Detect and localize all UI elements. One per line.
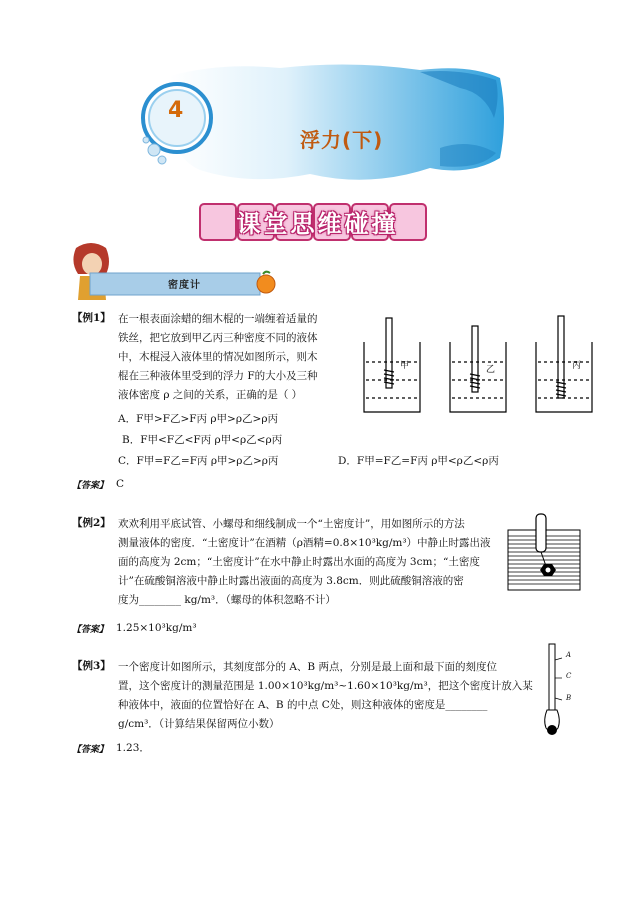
example1-line: 棍在三种液体里受到的浮力 F的大小及三种 xyxy=(118,370,318,382)
example1-question xyxy=(118,310,318,405)
example2-line: 计”在硫酸铜溶液中静止时露出液面的高度为 3.8cm．则此硫酸铜溶液的密 xyxy=(118,575,464,587)
example3-tag: 【例3】 xyxy=(72,660,111,672)
example2-line: 度为________ kg/m³．（螺母的体积忽略不计） xyxy=(118,594,336,606)
beaker-label-yi: 乙 xyxy=(486,365,496,375)
beaker-label-bing: 丙 xyxy=(572,361,582,371)
example2-tag: 【例2】 xyxy=(72,517,111,529)
example1-answer: C xyxy=(116,478,125,490)
example2-line: 欢欢利用平底试管、小螺母和细线制成一个“土密度计”，用如图所示的方法 xyxy=(118,518,465,530)
example1-tag: 【例1】 xyxy=(72,312,111,324)
example1-option-c: C．F甲=F乙=F丙 ρ甲>ρ乙>ρ丙 xyxy=(118,455,279,467)
example2-test-tube-figure xyxy=(506,512,582,592)
example1-line: 液体密度 ρ 之间的关系，正确的是（ ） xyxy=(118,389,303,401)
example3-line: 种液体中，液面的位置恰好在 A、B 的中点 C处，则这种液体的密度是________ xyxy=(118,699,488,711)
chapter-title: 浮力(下) xyxy=(300,128,384,152)
example1-line: 中，木棍浸入液体里的情况如图所示，则木 xyxy=(118,351,318,363)
example3-question xyxy=(118,658,533,734)
beaker-label-jia: 甲 xyxy=(400,361,410,371)
chapter-number: 4 xyxy=(168,98,184,123)
example3-line: 一个密度计如图所示，其刻度部分的 A、B 两点，分别是最上面和最下面的刻度位 xyxy=(118,661,497,673)
example1-option-d: D．F甲=F乙=F丙 ρ甲<ρ乙<ρ丙 xyxy=(338,455,499,467)
topic-label: 密度计 xyxy=(168,280,201,291)
example2-line: 测量液体的密度．“土密度计”在酒精（ρ酒精=0.8×10³kg/m³）中静止时露出液 xyxy=(118,537,491,549)
example2-question xyxy=(118,515,491,610)
example1-beakers-figure xyxy=(358,312,608,418)
example2-answer-tag: 【答案】 xyxy=(72,625,109,635)
hydrometer-label-c: C xyxy=(566,672,572,680)
example3-answer: 1.23． xyxy=(116,742,150,754)
example1-option-b: B．F甲<F乙<F丙 ρ甲<ρ乙<ρ丙 xyxy=(122,434,283,446)
hydrometer-label-b: B xyxy=(566,694,572,702)
example2-line: 面的高度为 2cm；“土密度计”在水中静止时露出水面的高度为 3cm；“土密度 xyxy=(118,556,480,568)
example3-line: g/cm³．（计算结果保留两位小数） xyxy=(118,718,280,730)
section-title: 课堂思维碰撞 xyxy=(236,210,399,238)
example3-answer-tag: 【答案】 xyxy=(72,745,109,755)
example3-line: 置，这个密度计的测量范围是 1.00×10³kg/m³~1.60×10³kg/m³，把这个密度计放入某 xyxy=(118,680,533,692)
example2-answer: 1.25×10³kg/m³ xyxy=(116,622,197,634)
example1-line: 在一根表面涂蜡的细木棍的一端缠着适量的 xyxy=(118,313,318,325)
example1-line: 铁丝，把它放到甲乙丙三种密度不同的液体 xyxy=(118,332,318,344)
chapter-badge xyxy=(132,78,222,168)
example1-option-a: A．F甲>F乙>F丙 ρ甲>ρ乙>ρ丙 xyxy=(118,413,278,425)
hydrometer-label-a: A xyxy=(566,651,572,659)
example3-hydrometer-figure xyxy=(538,640,578,740)
example1-answer-tag: 【答案】 xyxy=(72,481,109,491)
